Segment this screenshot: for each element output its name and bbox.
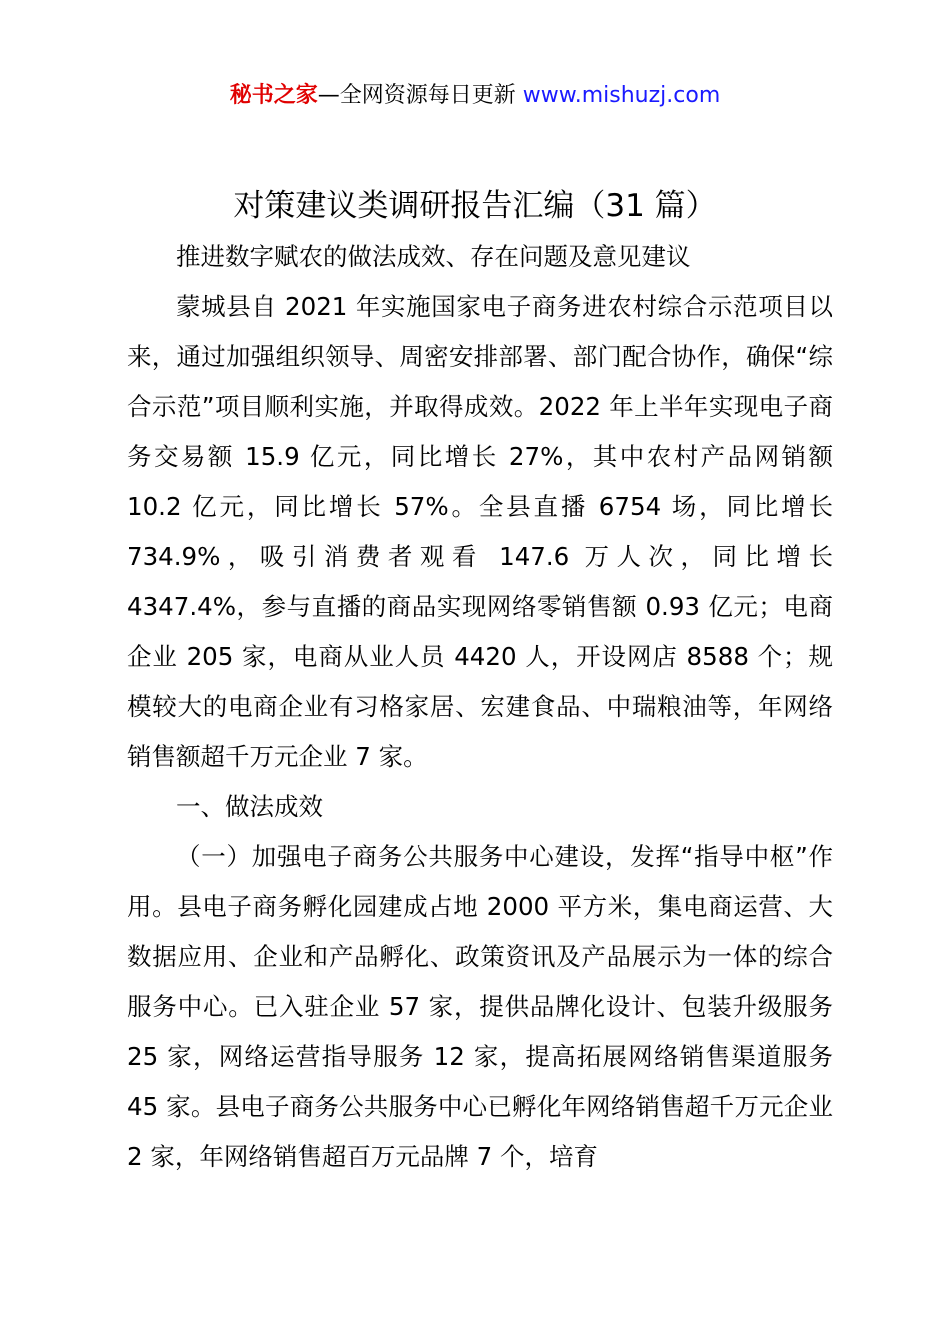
intro-paragraph: 蒙城县自 2021 年实施国家电子商务进农村综合示范项目以来，通过加强组织领导、周密安排部署、部门配合协作，确保“综合示范”项目顺利实施，并取得成效。2022 年上半年实现电子商务交易额 15.9 亿元，同比增长 27%，其中农村产品网销额 10.2 亿元，同比增长 57%。全县直播 6754 场，同比增长 734.9%，吸引消费者观看 147.6 万人次，同比增长 4347.4%，参与直播的商品实现网络零销售额 0.93 亿元；电商企业 205 家，电商从业人员 4420 人，开设网店 8588 个；规模较大的电商企业有习格家居、宏建食品、中瑞粮油等，年网络销售额超千万元企业 7 家。 [127, 292, 833, 771]
site-url-link[interactable]: www.mishuzj.com [522, 83, 721, 108]
document-body [127, 232, 833, 1182]
section-heading: 一、做法成效 [176, 792, 323, 821]
site-slogan: —全网资源每日更新 [317, 83, 516, 108]
site-header [0, 80, 950, 112]
site-brand: 秘书之家 [229, 83, 318, 108]
section-paragraph: （一）加强电子商务公共服务中心建设，发挥“指导中枢”作用。县电子商务孵化园建成占地 2000 平方米，集电商运营、大数据应用、企业和产品孵化、政策资讯及产品展示为一体的综合服务中心。已入驻企业 57 家，提供品牌化设计、包装升级服务 25 家，网络运营指导服务 12 家，提高拓展网络销售渠道服务 45 家。县电子商务公共服务中心已孵化年网络销售超千万元企业 2 家，年网络销售超百万元品牌 7 个，培育 [127, 842, 833, 1171]
document-title: 对策建议类调研报告汇编（31 篇） [233, 188, 717, 224]
report-subtitle: 推进数字赋农的做法成效、存在问题及意见建议 [176, 242, 691, 271]
